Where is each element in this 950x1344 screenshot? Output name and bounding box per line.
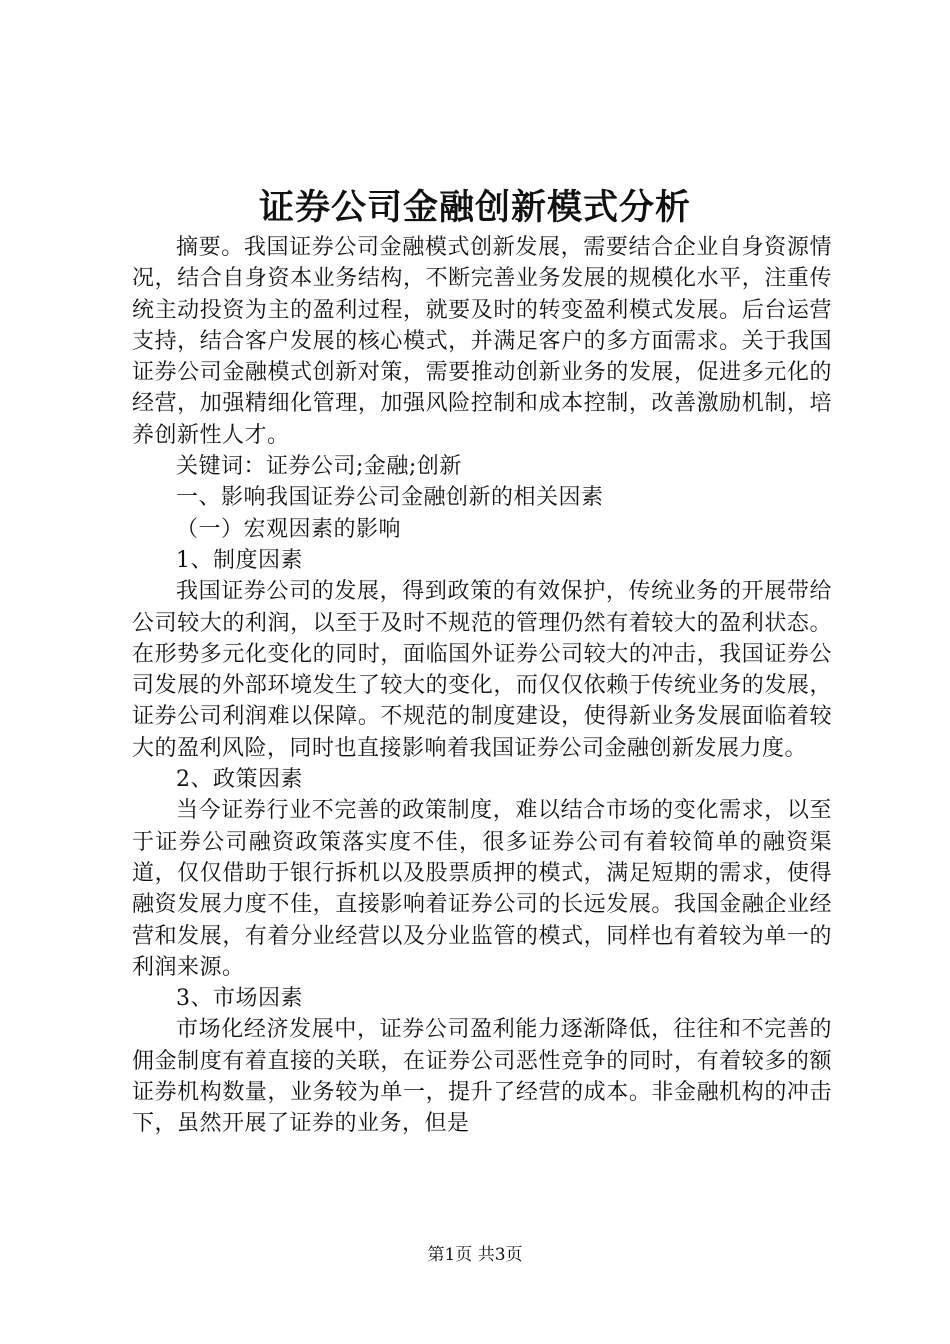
item-heading: 1、制度因素 xyxy=(176,547,303,573)
abstract-paragraph: 摘要。我国证券公司金融模式创新发展，需要结合企业自身资源情况，结合自身资本业务结构，不断完善业务发展的规模化水平，注重传统主动投资为主的盈利过程，就要及时的转变盈利模式发展。后台运营支持，结合客户发展的核心模式，并满足客户的多方面需求。关于我国证券公司金融模式创新对策，需要推动创新业务的发展，促进多元化的经营，加强精细化管理，加强风险控制和成本控制，改善激励机制，培养创新性人才。 xyxy=(132,235,832,448)
section-heading: 一、影响我国证券公司金融创新的相关因素 xyxy=(176,485,604,511)
item-heading: 2、政策因素 xyxy=(176,767,303,793)
document-title: 证券公司金融创新模式分析 xyxy=(258,187,691,228)
keywords-line: 关键词：证券公司;金融;创新 xyxy=(176,454,462,480)
body-paragraph: 我国证券公司的发展，得到政策的有效保护，传统业务的开展带给公司较大的利润，以至于及时不规范的管理仍然有着较大的盈利状态。在形势多元化变化的同时，面临国外证券公司较大的冲击，我国证券公司发展的外部环境发生了较大的变化，而仅仅依赖于传统业务的发展，证券公司利润难以保障。不规范的制度建设，使得新业务发展面临着较大的盈利风险，同时也直接影响着我国证券公司金融创新发展力度。 xyxy=(132,579,832,761)
body-paragraph: 市场化经济发展中，证券公司盈利能力逐渐降低，往往和不完善的佣金制度有着直接的关联，在证券公司恶性竞争的同时，有着较多的额证券机构数量，业务较为单一，提升了经营的成本。非金融机构的冲击下，虽然开展了证券的业务，但是 xyxy=(132,1017,832,1137)
body-paragraph: 当今证券行业不完善的政策制度，难以结合市场的变化需求，以至于证券公司融资政策落实度不佳，很多证券公司有着较简单的融资渠道，仅仅借助于银行拆机以及股票质押的模式，满足短期的需求，使得融资发展力度不佳，直接影响着证券公司的长远发展。我国金融企业经营和发展，有着分业经营以及分业监管的模式，同样也有着较为单一的利润来源。 xyxy=(132,798,832,980)
subsection-heading: （一）宏观因素的影响 xyxy=(176,516,402,542)
item-heading: 3、市场因素 xyxy=(176,986,303,1012)
page-footer: 第1页 共3页 xyxy=(427,1245,523,1265)
document-body xyxy=(132,232,832,1140)
